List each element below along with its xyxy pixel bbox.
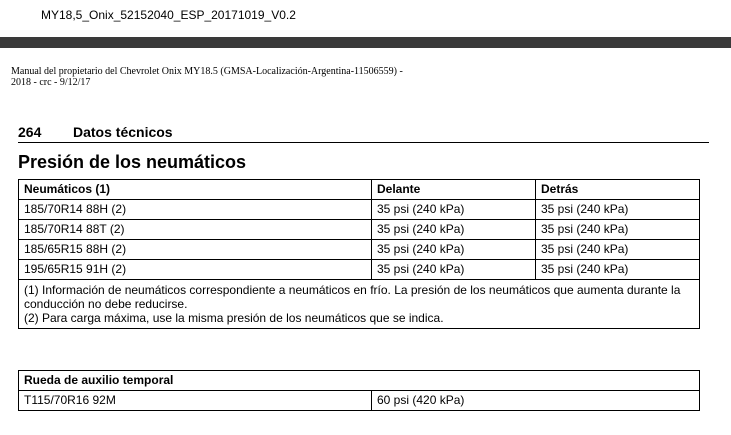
tire-pressure-table: [18, 179, 700, 329]
column-header-tires: Neumáticos (1): [19, 180, 372, 200]
manual-header: Manual del propietario del Chevrolet Onix MY18.5 (GMSA-Localización-Argentina-11506559) - 2018 - crc - 9/12/17: [11, 66, 403, 88]
tire-size-cell: 195/65R15 91H (2): [19, 260, 372, 280]
rear-pressure-cell: 35 psi (240 kPa): [536, 200, 700, 220]
rear-pressure-cell: 35 psi (240 kPa): [536, 260, 700, 280]
rear-pressure-cell: 35 psi (240 kPa): [536, 240, 700, 260]
spare-tire-header: Rueda de auxilio temporal: [19, 371, 700, 391]
table-row: [19, 240, 700, 260]
front-pressure-cell: 35 psi (240 kPa): [372, 220, 536, 240]
tire-size-cell: 185/70R14 88T (2): [19, 220, 372, 240]
spare-tire-size-cell: T115/70R16 92M: [19, 391, 372, 411]
file-label: MY18,5_Onix_52152040_ESP_20171019_V0.2: [41, 8, 296, 22]
table-header-row: [19, 180, 700, 200]
table-row: [19, 200, 700, 220]
front-pressure-cell: 35 psi (240 kPa): [372, 240, 536, 260]
rear-pressure-cell: 35 psi (240 kPa): [536, 220, 700, 240]
table-row: [19, 391, 700, 411]
header-bar: [0, 37, 731, 48]
page-title: Presión de los neumáticos: [18, 152, 247, 172]
spare-tire-table: [18, 370, 700, 411]
tire-size-cell: 185/70R14 88H (2): [19, 200, 372, 220]
table-row: [19, 260, 700, 280]
spare-tire-pressure-cell: 60 psi (420 kPa): [372, 391, 700, 411]
column-header-front: Delante: [372, 180, 536, 200]
note-1: (1) Información de neumáticos correspondiente a neumáticos en frío. La presión de los neumáticos que aumenta durante la conducción no debe reducirse.: [24, 283, 681, 311]
tire-size-cell: 185/65R15 88H (2): [19, 240, 372, 260]
table-notes: [19, 280, 700, 329]
table-row: [19, 220, 700, 240]
table-notes-row: [19, 280, 700, 329]
front-pressure-cell: 35 psi (240 kPa): [372, 200, 536, 220]
section-title: Datos técnicos: [73, 124, 173, 140]
section-heading: [18, 124, 708, 140]
column-header-rear: Detrás: [536, 180, 700, 200]
page-number: 264: [18, 124, 42, 140]
section-divider: [18, 142, 709, 143]
note-2: (2) Para carga máxima, use la misma presión de los neumáticos que se indica.: [24, 311, 444, 325]
front-pressure-cell: 35 psi (240 kPa): [372, 260, 536, 280]
table-header-row: [19, 371, 700, 391]
